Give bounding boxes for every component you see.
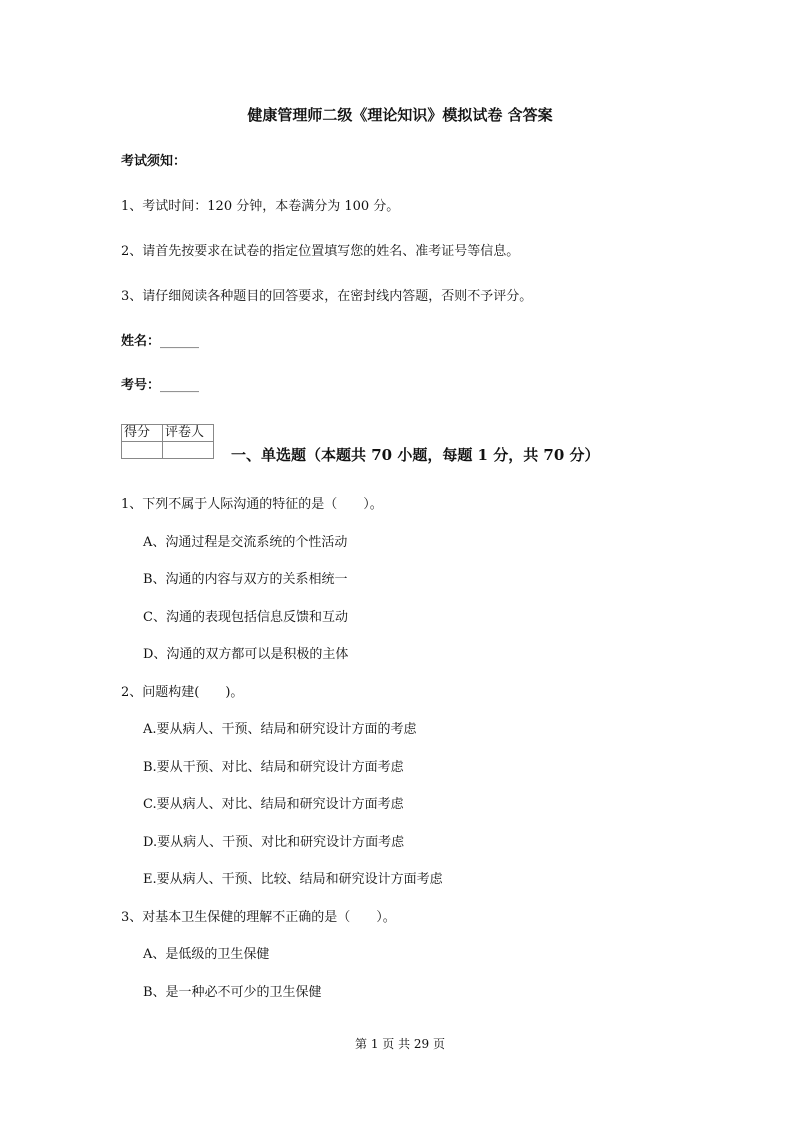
question-option: B、沟通的内容与双方的关系相统一 [143,572,348,587]
page-footer: 第 1 页 共 29 页 [355,1037,445,1051]
grader-cell [163,442,214,459]
exam-id-label: 考号： [121,378,161,393]
question-stem: 3、对基本卫生保健的理解不正确的是（ ）。 [121,910,396,925]
notice-item-3: 3、请仔细阅读各种题目的回答要求，在密封线内答题，否则不予评分。 [121,289,533,304]
question-stem: 1、下列不属于人际沟通的特征的是（ ）。 [121,497,383,512]
question-option: C.要从病人、对比、结局和研究设计方面考虑 [143,797,404,812]
notice-heading: 考试须知： [121,154,187,169]
name-blank: ______ [160,334,200,349]
score-cell [122,442,163,459]
exam-id-field [121,374,199,393]
question-option: D、沟通的双方都可以是积极的主体 [143,647,349,662]
notice-item-1: 1、考试时间：120 分钟，本卷满分为 100 分。 [121,199,400,214]
question-stem: 2、问题构建( )。 [121,685,244,700]
exam-id-blank: ______ [160,378,200,393]
name-label: 姓名： [121,334,161,349]
grader-header: 评卷人 [163,425,214,442]
question-option: A、是低级的卫生保健 [143,947,270,962]
question-option: C、沟通的表现包括信息反馈和互动 [143,610,348,625]
question-option: A、沟通过程是交流系统的个性活动 [143,535,348,550]
notice-item-2: 2、请首先按要求在试卷的指定位置填写您的姓名、准考证号等信息。 [121,244,520,259]
score-box [121,424,214,459]
question-option: D.要从病人、干预、对比和研究设计方面考虑 [143,835,405,850]
question-option: B.要从干预、对比、结局和研究设计方面考虑 [143,760,404,775]
section-heading: 一、单选题（本题共 70 小题，每题 1 分，共 70 分） [231,446,600,464]
score-header: 得分 [122,425,163,442]
document-title: 健康管理师二级《理论知识》模拟试卷 含答案 [247,106,553,124]
question-option: E.要从病人、干预、比较、结局和研究设计方面考虑 [143,872,443,887]
name-field [121,330,199,349]
question-option: A.要从病人、干预、结局和研究设计方面的考虑 [143,722,417,737]
question-option: B、是一种必不可少的卫生保健 [143,985,322,1000]
